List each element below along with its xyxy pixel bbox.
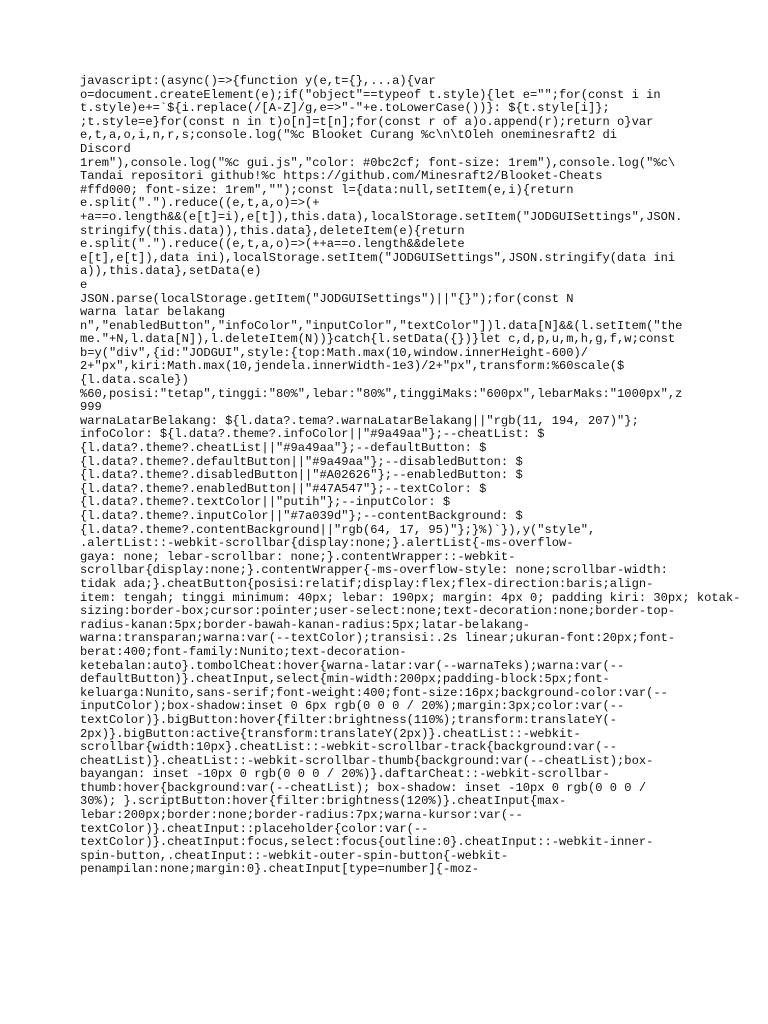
code-line: ketebalan:auto}.tombolCheat:hover{warna-latar:var(--warnaTeks);warna:var(--	[80, 658, 625, 673]
code-line: javascript:(async()=>{function y(e,t={},...a){var	[80, 75, 436, 88]
code-line: JSON.parse(localStorage.getItem("JODGUISettings")||"{}");for(const N	[80, 291, 574, 306]
code-line: berat:400;font-family:Nunito;text-decoration-	[80, 644, 407, 659]
code-line: scrollbar{display:none;}.contentWrapper{-ms-overflow-style: none;scrollbar-width:	[80, 563, 668, 578]
code-line: inputColor);box-shadow:inset 0 6px rgb(0 0 0 / 20%);margin:3px;color:var(--	[80, 699, 625, 714]
code-line: {l.data.scale})	[80, 373, 189, 388]
code-line: item: tengah; tinggi minimum: 40px; lebar: 190px; margin: 4px 0; padding kiri: 30px; kotak-	[80, 590, 741, 605]
code-line: 999	[80, 400, 102, 415]
code-line: {l.data?.theme?.textColor||"putih"};--inputColor: $	[80, 495, 451, 510]
code-line: {l.data?.theme?.cheatList||"#9a49aa"};--defaultButton: $	[80, 441, 487, 456]
code-line: Tandai repositori github!%c https://github.com/Minesraft2/Blooket-Cheats	[80, 169, 603, 184]
code-line: {l.data?.theme?.inputColor||"#7a039d"};--contentBackground: $	[80, 509, 523, 523]
code-line: 2+"px",kiri:Math.max(10,jendela.innerWidth-1e3)/2+"px",transform:%60scale($	[80, 359, 625, 374]
code-line: {l.data?.theme?.contentBackground||"rgb(64, 17, 95)"};}%)`}),y("style",	[80, 522, 596, 537]
code-line: .alertList::-webkit-scrollbar{display:none;}.alertList{-ms-overflow-	[80, 536, 574, 551]
code-line: 1rem"),console.log("%c gui.js","color: #0bc2cf; font-size: 1rem"),console.log("%c\	[80, 155, 676, 170]
code-line: e.split(".").reduce((e,t,a,o)=>(++a==o.length&&delete	[80, 237, 465, 252]
code-line: textColor)}.cheatInput:focus,select:focus{outline:0}.cheatInput::-webkit-inner-	[80, 835, 654, 850]
code-line: e	[80, 277, 88, 292]
code-line: Discord	[80, 141, 131, 156]
code-line: t.style)e+=`${i.replace(/[A-Z]/g,e=>"-"+e.toLowerCase())}: ${t.style[i]};	[80, 101, 610, 116]
code-line: e.split(".").reduce((e,t,a,o)=>(+	[80, 196, 320, 211]
code-line: warna latar belakang	[80, 305, 226, 320]
code-text-block	[80, 75, 768, 877]
code-line: textColor)}.cheatInput::placeholder{color:var(--	[80, 821, 429, 836]
code-line: defaultButton)}.cheatInput,select{min-width:200px;padding-block:5px;font-	[80, 672, 610, 687]
code-line: e[t],e[t]),data ini),localStorage.setItem("JODGUISettings",JSON.stringify(data ini	[80, 250, 676, 265]
code-line: {l.data?.theme?.defaultButton||"#9a49aa"};--disabledButton: $	[80, 454, 523, 469]
code-line: textColor)}.bigButton:hover{filter:brightness(110%);transform:translateY(-	[80, 712, 618, 727]
code-line: #ffd000; font-size: 1rem","");const l={data:null,setItem(e,i){return	[80, 182, 574, 197]
code-line: keluarga:Nunito,sans-serif;font-weight:400;font-size:16px;background-color:var(--	[80, 685, 668, 700]
code-line: e,t,a,o,i,n,r,s;console.log("%c Blooket Curang %c\n\tOleh oneminesraft2 di	[80, 128, 618, 143]
code-line: o=document.createElement(e);if("object"==typeof t.style){let e="";for(const i in	[80, 87, 661, 102]
code-line: bayangan: inset -10px 0 rgb(0 0 0 / 20%)}.daftarCheat::-webkit-scrollbar-	[80, 767, 610, 782]
code-line: ;t.style=e}for(const n in t)o[n]=t[n];for(const r of a)o.append(r);return o}var	[80, 114, 654, 129]
code-line: gaya: none; lebar-scrollbar: none;}.contentWrapper::-webkit-	[80, 549, 516, 564]
code-line: warna:transparan;warna:var(--textColor);transisi:.2s linear;ukuran-font:20px;font-	[80, 631, 676, 646]
code-line: spin-button,.cheatInput::-webkit-outer-spin-button{-webkit-	[80, 848, 509, 863]
code-line: b=y("div",{id:"JODGUI",style:{top:Math.max(10,window.innerHeight-600)/	[80, 345, 589, 360]
code-line: infoColor: ${l.data?.theme?.infoColor||"#9a49aa"};--cheatList: $	[80, 427, 545, 442]
code-line: %60,posisi:"tetap",tinggi:"80%",lebar:"80%",tinggiMaks:"600px",lebarMaks:"1000px",z	[80, 386, 683, 401]
code-line: cheatList)}.cheatList::-webkit-scrollbar-thumb{background:var(--cheatList);box-	[80, 753, 654, 768]
code-line: tidak ada;}.cheatButton{posisi:relatif;display:flex;flex-direction:baris;align-	[80, 576, 654, 591]
code-line: radius-kanan:5px;border-bawah-kanan-radius:5px;latar-belakang-	[80, 617, 530, 632]
code-line: lebar:200px;border:none;border-radius:7px;warna-kursor:var(--	[80, 808, 523, 823]
code-line: n","enabledButton","infoColor","inputColor","textColor"])l.data[N]&&(l.setItem("the	[80, 318, 683, 333]
code-line: 2px)}.bigButton:active{transform:translateY(2px)}.cheatList::-webkit-	[80, 726, 581, 741]
code-line: {l.data?.theme?.enabledButton||"#47A547"};--textColor: $	[80, 481, 487, 496]
code-line: 30%); }.scriptButton:hover{filter:brightness(120%)}.cheatInput{max-	[80, 794, 567, 809]
code-line: {l.data?.theme?.disabledButton||"#A02626"};--enabledButton: $	[80, 468, 523, 483]
code-line: stringify(this.data)),this.data},deleteItem(e){return	[80, 223, 465, 238]
code-line: sizing:border-box;cursor:pointer;user-select:none;text-decoration:none;border-top-	[80, 604, 676, 619]
code-line: penampilan:none;margin:0}.cheatInput[type=number]{-moz-	[80, 862, 480, 877]
code-line: me."+N,l.data[N]),l.deleteItem(N))}catch{l.setData({})}let c,d,p,u,m,h,g,f,w;const	[80, 332, 676, 347]
code-line: thumb:hover{background:var(--cheatList); box-shadow: inset -10px 0 rgb(0 0 0 /	[80, 780, 647, 795]
code-line: +a==o.length&&(e[t]=i),e[t]),this.data),localStorage.setItem("JODGUISettings",JSON.	[80, 209, 683, 224]
code-line: scrollbar{width:10px}.cheatList::-webkit-scrollbar-track{background:var(--	[80, 740, 618, 755]
code-line: warnaLatarBelakang: ${l.data?.tema?.warnaLatarBelakang||"rgb(11, 194, 207)"};	[80, 413, 639, 428]
code-line: a)),this.data},setData(e)	[80, 264, 262, 279]
